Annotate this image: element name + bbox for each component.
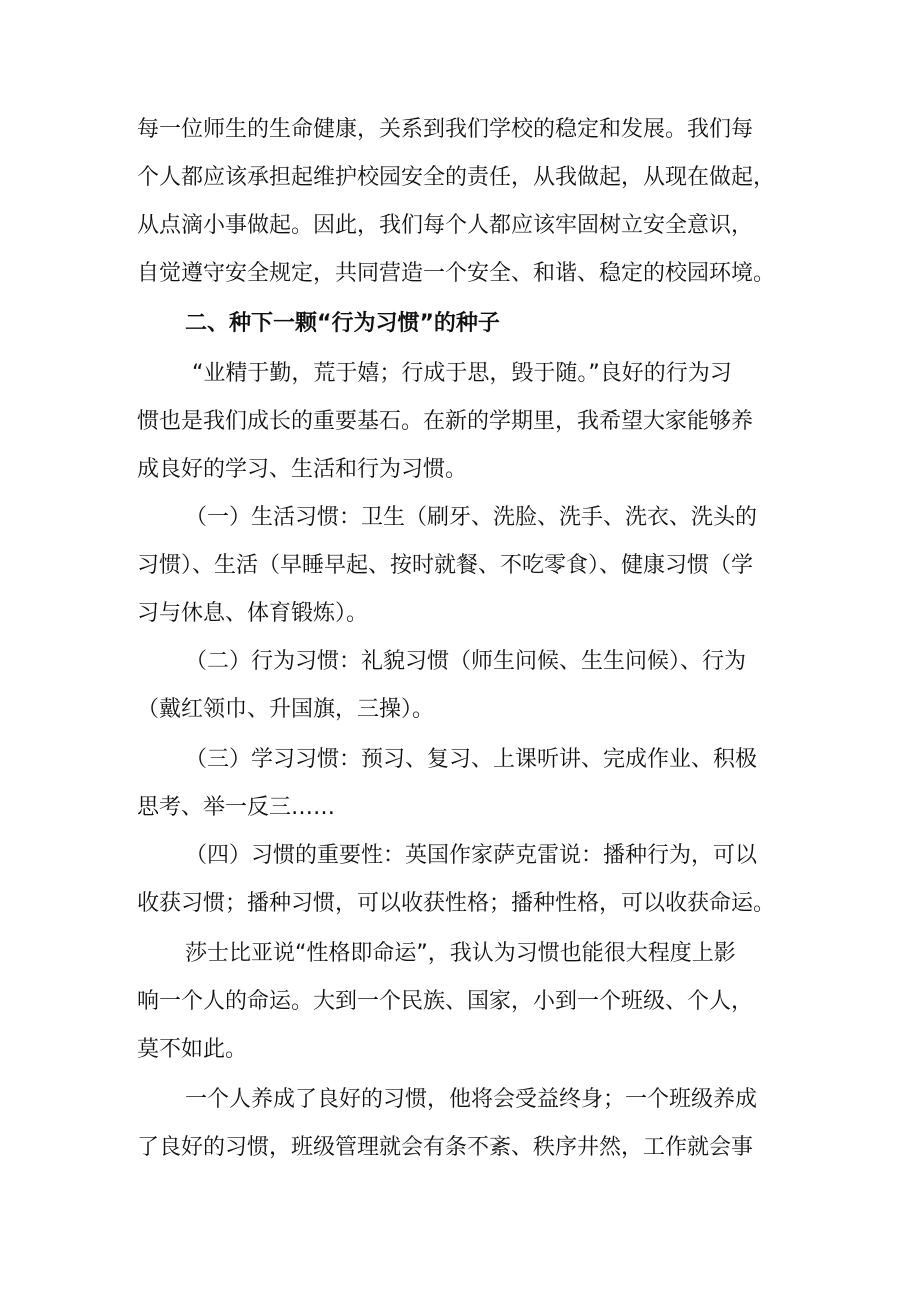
text-line: 从点滴小事做起。因此，我们每个人都应该牢固树立安全意识， [137, 213, 754, 238]
text-line: （二）行为习惯：礼貌习惯（师生问候、生生问候）、行为 [185, 649, 747, 674]
text-line: 一个人养成了良好的习惯，他将会受益终身；一个班级养成 [185, 1087, 758, 1112]
text-line: 习惯）、生活（早睡早起、按时就餐、不吃零食）、健康习惯（学 [137, 553, 754, 578]
text-line: 每一位师生的生命健康，关系到我们学校的稳定和发展。我们每 [137, 117, 754, 142]
text-line: （三）学习习惯：预习、复习、上课听讲、完成作业、积极 [185, 747, 758, 772]
text-line: 自觉遵守安全规定，共同营造一个安全、和谐、稳定的校园环境。 [137, 261, 776, 286]
text-line: 习与休息、体育锻炼）。 [137, 601, 369, 626]
text-line: 成良好的学习、生活和行为习惯。 [137, 457, 468, 482]
text-line: （一）生活习惯：卫生（刷牙、洗脸、洗手、洗衣、洗头的 [185, 505, 758, 530]
section-heading: 二、种下一颗“行为习惯”的种子 [185, 311, 500, 336]
text-line: 个人都应该承担起维护校园安全的责任，从我做起，从现在做起， [137, 165, 776, 190]
text-line: 惯也是我们成长的重要基石。在新的学期里，我希望大家能够养 [137, 409, 754, 434]
text-line: 莎士比亚说“性格即命运”，我认为习惯也能很大程度上影 [185, 941, 736, 966]
text-line: 莫不如此。 [137, 1037, 248, 1062]
text-line: “业精于勤，荒于嬉；行成于思，毁于随。”良好的行为习 [192, 361, 732, 386]
text-line: 收获习惯；播种习惯，可以收获性格；播种性格，可以收获命运。 [137, 891, 776, 916]
text-line: 响一个人的命运。大到一个民族、国家，小到一个班级、个人， [137, 989, 754, 1014]
text-line: 思考、举一反三…… [137, 795, 336, 820]
text-line: （戴红领巾、升国旗，三操）。 [137, 697, 435, 722]
text-line: （四）习惯的重要性：英国作家萨克雷说：播种行为，可以 [185, 843, 758, 868]
text-line: 了良好的习惯，班级管理就会有条不紊、秩序井然，工作就会事 [137, 1135, 754, 1160]
